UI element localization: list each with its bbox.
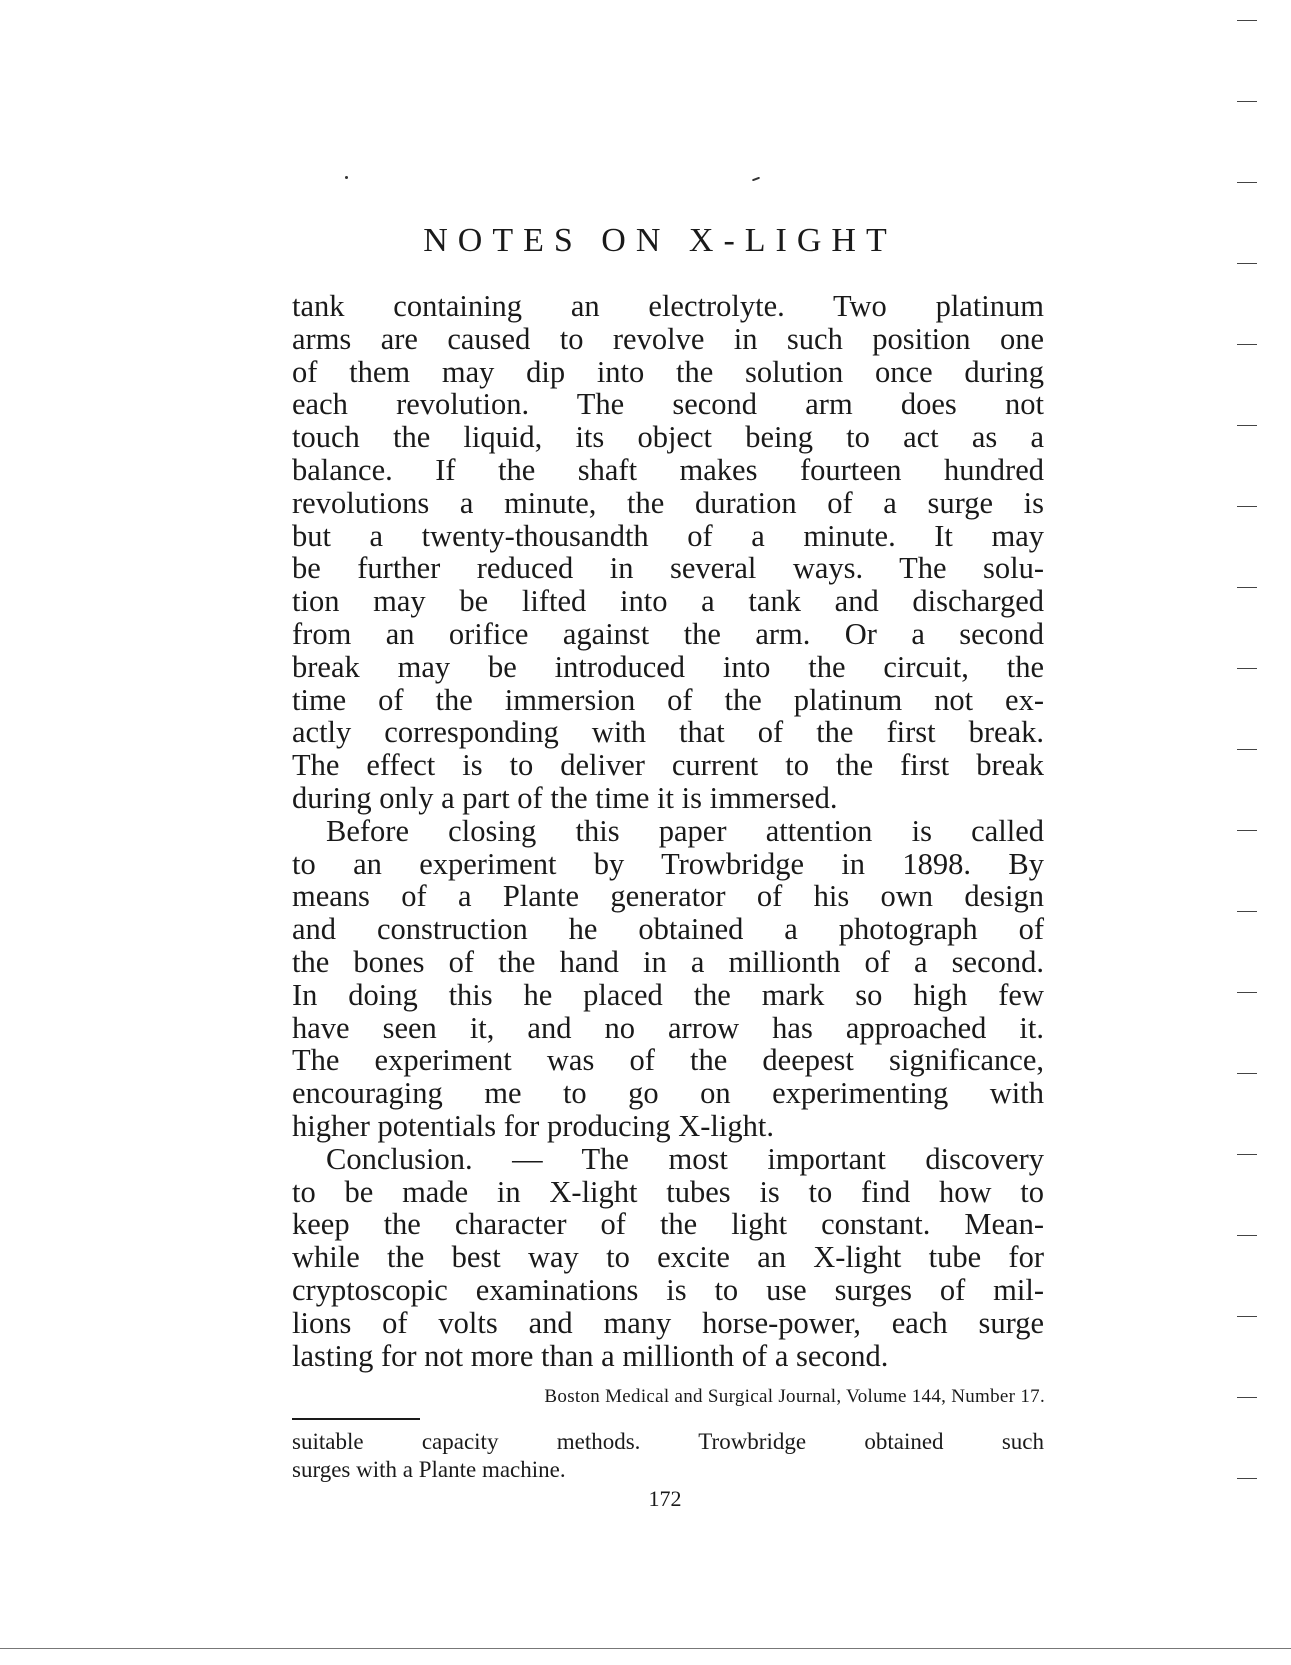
text-line: balance. If the shaft makes fourteen hundred [292,452,1044,487]
text-line: each revolution. The second arm does not [292,387,1044,422]
margin-tick [1237,1316,1257,1317]
margin-tick [1237,1235,1257,1236]
margin-tick [1237,344,1257,345]
page-number: 172 [648,1486,682,1511]
margin-tick [1237,263,1257,264]
text-line: In doing this he placed the mark so high few [292,977,1044,1012]
paragraph [292,815,1044,1143]
margin-tick [1237,911,1257,912]
margin-tick [1237,506,1257,507]
text-line: The effect is to deliver current to the first break [292,748,1044,783]
text-line: be further reduced in several ways. The solu- [292,551,1044,586]
text-line: tion may be lifted into a tank and discharged [292,584,1044,619]
margin-tick [1237,425,1257,426]
text-line: but a twenty-thousandth of a minute. It may [292,518,1044,553]
text-line: cryptoscopic examinations is to use surges of mil- [292,1272,1044,1307]
text-line: actly corresponding with that of the first break. [292,715,1044,750]
text-line: time of the immersion of the platinum not ex- [292,682,1044,717]
text-line: from an orifice against the arm. Or a second [292,616,1044,651]
footnote-line: surges with a Plante machine. [292,1457,566,1482]
scan-edge-line [0,1648,1291,1649]
ink-speck [752,177,760,182]
margin-tick [1237,1397,1257,1398]
page-heading: NOTES ON X-LIGHT [423,222,897,259]
margin-tick [1237,992,1257,993]
ink-speck [345,176,348,179]
margin-tick [1237,20,1257,21]
footnote-rule [292,1418,420,1420]
text-line: lions of volts and many horse-power, each surge [292,1305,1044,1340]
margin-tick [1237,182,1257,183]
margin-tick [1237,1478,1257,1479]
text-line: to an experiment by Trowbridge in 1898. By [292,846,1044,881]
paragraph [292,290,1044,815]
text-line: the bones of the hand in a millionth of a second. [292,944,1044,979]
footnote [292,1428,1044,1484]
margin-tick [1237,1073,1257,1074]
body-text [292,290,1044,1372]
paragraph [292,1143,1044,1373]
text-line: during only a part of the time it is immersed. [292,780,838,815]
margin-tick [1237,1154,1257,1155]
text-line: higher potentials for producing X-light. [292,1108,774,1143]
margin-tick [1237,101,1257,102]
margin-tick [1237,587,1257,588]
text-line: encouraging me to go on experimenting with [292,1076,1044,1111]
margin-tick [1237,749,1257,750]
text-line: Conclusion. — The most important discovery [326,1141,1044,1176]
text-line: lasting for not more than a millionth of a second. [292,1338,889,1373]
text-line: and construction he obtained a photograph of [292,912,1044,947]
margin-tick [1237,830,1257,831]
footnote-line: suitable capacity methods. Trowbridge obtained such [292,1429,1044,1454]
source-citation: Boston Medical and Surgical Journal, Volume 144, Number 17. [544,1386,1045,1407]
margin-tick [1237,668,1257,669]
text-line: have seen it, and no arrow has approached it. [292,1010,1044,1045]
text-line: break may be introduced into the circuit, the [292,649,1044,684]
text-line: tank containing an electrolyte. Two platinum [292,289,1044,323]
text-line: keep the character of the light constant. Mean- [292,1207,1044,1242]
text-line: to be made in X-light tubes is to find how to [292,1174,1044,1209]
text-line: while the best way to excite an X-light tube for [292,1240,1044,1275]
margin-tick-marks [1237,20,1257,1580]
text-line: Before closing this paper attention is called [326,813,1044,848]
text-line: of them may dip into the solution once during [292,354,1044,389]
text-line: revolutions a minute, the duration of a surge is [292,485,1044,520]
text-line: arms are caused to revolve in such position one [292,321,1044,356]
text-line: means of a Plante generator of his own design [292,879,1044,914]
text-line: The experiment was of the deepest significance, [292,1043,1044,1078]
text-line: touch the liquid, its object being to act as a [292,420,1044,455]
